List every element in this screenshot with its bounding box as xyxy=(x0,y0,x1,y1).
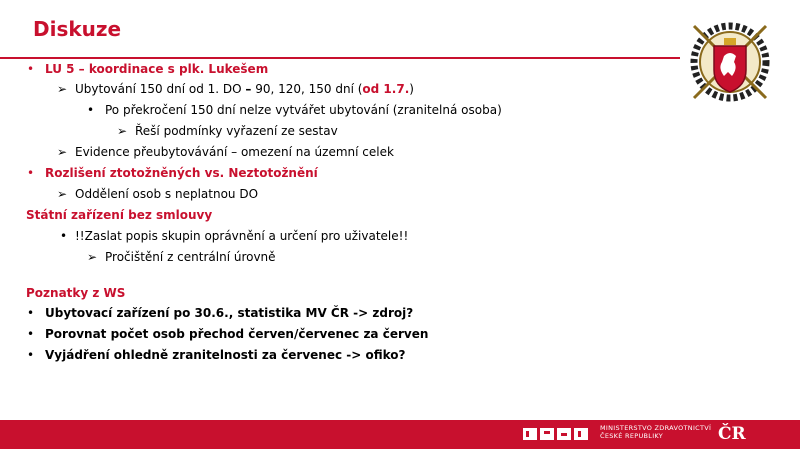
arrow-bullet-icon: ➢ xyxy=(87,250,98,264)
bullet-text: Porovnat počet osob přechod červen/červenec za červen xyxy=(45,327,429,341)
bullet-text: !!Zaslat popis skupin oprávnění a určení pro uživatele!! xyxy=(75,229,409,243)
bullet-icon: • xyxy=(87,103,95,117)
bullet-text: Vyjádření ohledně zranitelnosti za červenec -> ofiko? xyxy=(45,348,406,362)
bullet-icon: • xyxy=(27,306,35,320)
title-divider xyxy=(0,57,680,59)
bullet-icon: • xyxy=(60,229,68,243)
ministry-line-1: MINISTERSTVO ZDRAVOTNICTVÍ xyxy=(600,424,712,432)
slide-title: Diskuze xyxy=(33,17,122,41)
bullet-text: Oddělení osob s neplatnou DO xyxy=(75,187,259,201)
uzis-logo xyxy=(523,426,593,442)
bullet-text: Řeší podmínky vyřazení ze sestav xyxy=(135,124,338,138)
ministry-label xyxy=(600,424,711,440)
section-heading: Státní zařízení bez smlouvy xyxy=(26,208,213,222)
section-heading: Poznatky z WS xyxy=(26,286,126,300)
bullet-text: Pročištění z centrální úrovně xyxy=(105,250,276,264)
bullet-text: Rozlišení ztotožněných vs. Neztotožnění xyxy=(45,166,318,180)
bullet-icon: • xyxy=(27,62,35,76)
cr-logo: ČR xyxy=(718,424,746,444)
arrow-bullet-icon: ➢ xyxy=(57,145,68,159)
bullet-icon: • xyxy=(27,348,35,362)
bullet-text: Evidence přeubytovávání – omezení na územní celek xyxy=(75,145,394,159)
bullet-icon: • xyxy=(27,327,35,341)
army-crest-icon xyxy=(680,12,780,112)
bullet-text: LU 5 – koordinace s plk. Lukešem xyxy=(45,62,269,76)
bullet-text: Ubytování 150 dní od 1. DO – 90, 120, 150 dní (od 1.7.) xyxy=(75,82,414,96)
bullet-icon: • xyxy=(27,166,35,180)
bullet-text: Ubytovací zařízení po 30.6., statistika MV ČR -> zdroj? xyxy=(45,306,414,320)
arrow-bullet-icon: ➢ xyxy=(117,124,128,138)
ministry-line-2: ČESKÉ REPUBLIKY xyxy=(600,432,664,440)
bullet-text: Po překročení 150 dní nelze vytvářet ubytování (zranitelná osoba) xyxy=(105,103,502,117)
arrow-bullet-icon: ➢ xyxy=(57,187,68,201)
arrow-bullet-icon: ➢ xyxy=(57,82,68,96)
